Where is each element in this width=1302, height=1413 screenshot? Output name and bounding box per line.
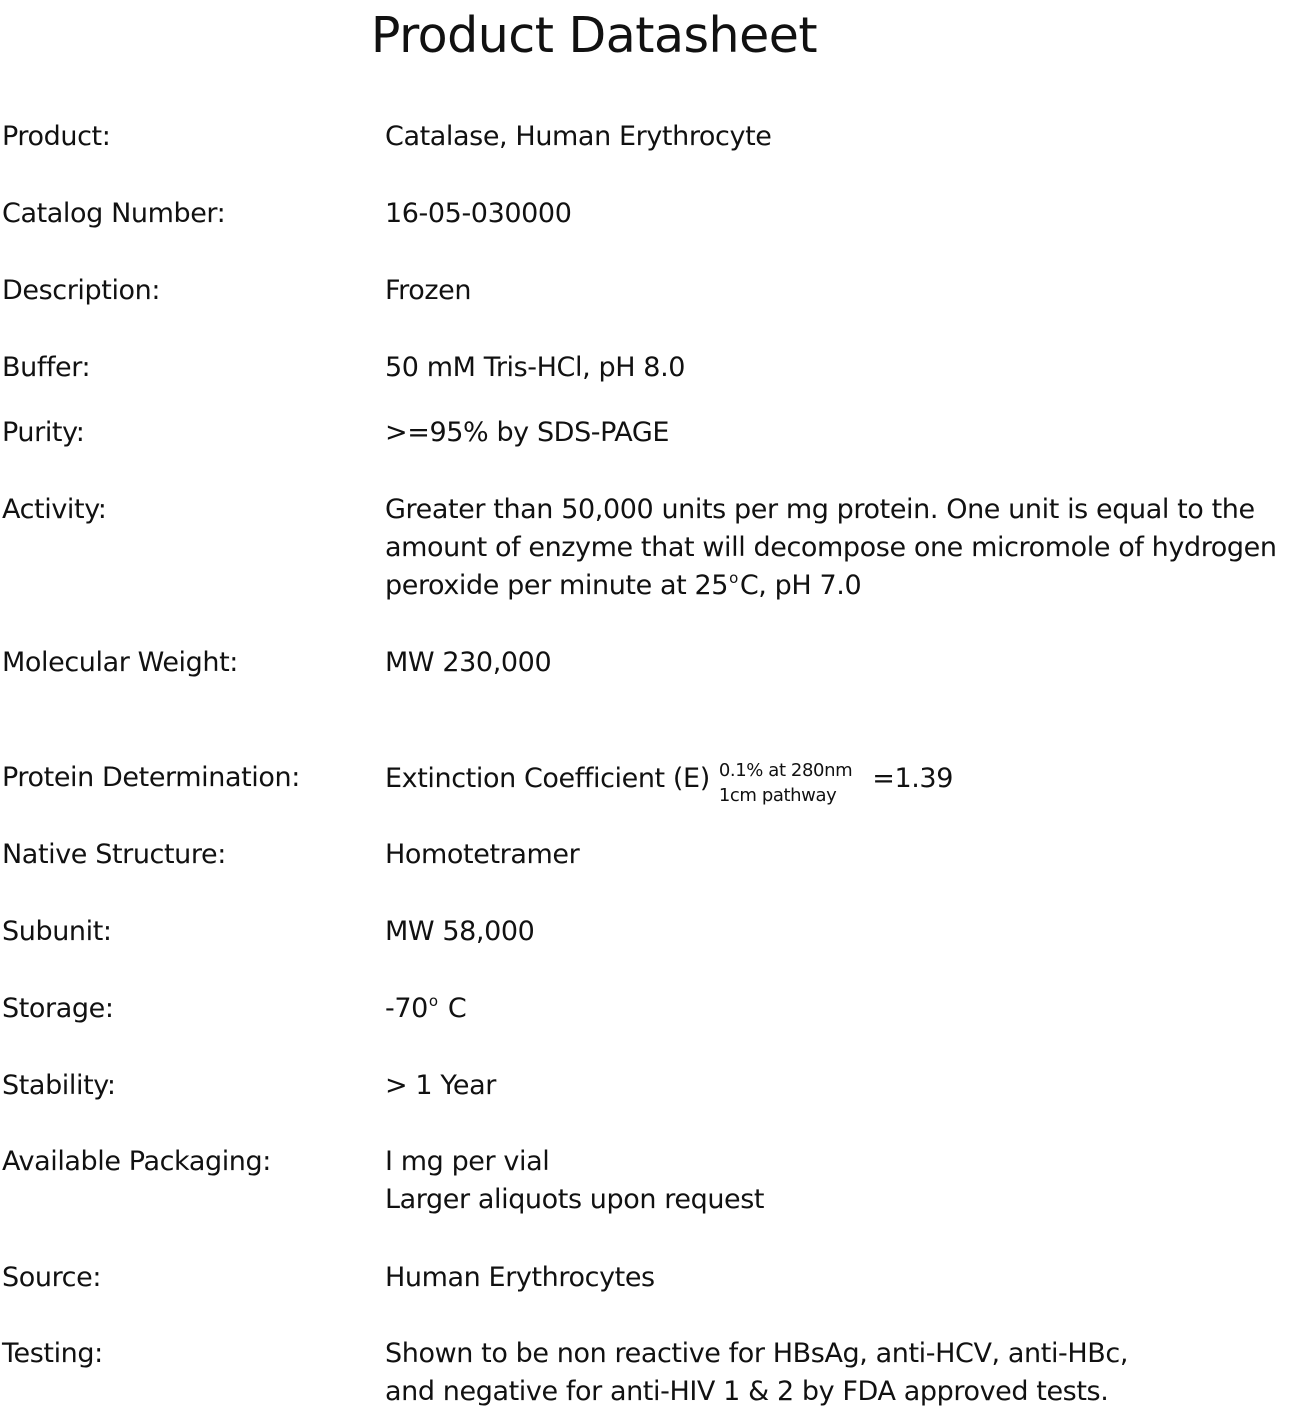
activity-line-3-text: peroxide per minute at 25 (385, 570, 729, 601)
packaging-line-2: Larger aliquots upon request (385, 1184, 765, 1215)
extinction-condition-top: 0.1% at 280nm (718, 760, 853, 781)
activity-line-3-unit: C, pH 7.0 (739, 570, 862, 601)
subunit-value: MW 58,000 (385, 916, 535, 947)
testing-value (385, 1335, 1128, 1411)
native-structure-value: Homotetramer (385, 839, 580, 870)
protein-determination-value (385, 754, 953, 804)
packaging-line-1: I mg per vial (385, 1146, 550, 1177)
activity-value (385, 491, 1277, 608)
page-title: Product Datasheet (370, 7, 818, 64)
testing-label: Testing: (2, 1338, 103, 1369)
testing-line-1: Shown to be non reactive for HBsAg, anti-HCV, anti-HBc, (385, 1338, 1129, 1369)
storage-value (385, 990, 466, 1031)
molecular-weight-value: MW 230,000 (385, 647, 552, 678)
activity-line-1: Greater than 50,000 units per mg protein. One unit is equal to the (385, 494, 1255, 525)
activity-line-2: amount of enzyme that will decompose one micromole of hydrogen (385, 532, 1277, 563)
description-label: Description: (2, 275, 161, 306)
molecular-weight-label: Molecular Weight: (2, 647, 238, 678)
purity-value: >=95% by SDS-PAGE (385, 417, 670, 448)
native-structure-label: Native Structure: (2, 839, 226, 870)
available-packaging-value (385, 1143, 764, 1219)
source-value: Human Erythrocytes (385, 1262, 655, 1293)
available-packaging-label: Available Packaging: (2, 1146, 271, 1177)
catalog-number-label: Catalog Number: (2, 198, 226, 229)
extinction-conditions (719, 758, 852, 808)
extinction-condition-bottom: 1cm pathway (718, 785, 837, 806)
stability-label: Stability: (2, 1070, 116, 1101)
activity-line-3 (385, 567, 1277, 608)
storage-temperature: -70 (385, 993, 428, 1024)
stability-value: > 1 Year (385, 1070, 496, 1101)
testing-line-2: and negative for anti-HIV 1 & 2 by FDA approved tests. (385, 1376, 1109, 1407)
catalog-number-value: 16-05-030000 (385, 198, 572, 229)
source-label: Source: (2, 1262, 102, 1293)
extinction-coefficient-text: Extinction Coefficient (E) (385, 763, 710, 794)
extinction-coefficient-result: =1.39 (872, 763, 953, 794)
product-value: Catalase, Human Erythrocyte (385, 121, 772, 152)
buffer-label: Buffer: (2, 352, 91, 383)
activity-label: Activity: (2, 494, 107, 525)
description-value: Frozen (385, 275, 472, 306)
protein-determination-label: Protein Determination: (2, 762, 300, 793)
degree-symbol: o (729, 569, 738, 587)
subunit-label: Subunit: (2, 916, 112, 947)
storage-label: Storage: (2, 993, 114, 1024)
degree-symbol: o (428, 992, 438, 1010)
product-label: Product: (2, 121, 111, 152)
purity-label: Purity: (2, 417, 85, 448)
storage-unit: C (439, 993, 467, 1024)
buffer-value: 50 mM Tris-HCl, pH 8.0 (385, 352, 686, 383)
